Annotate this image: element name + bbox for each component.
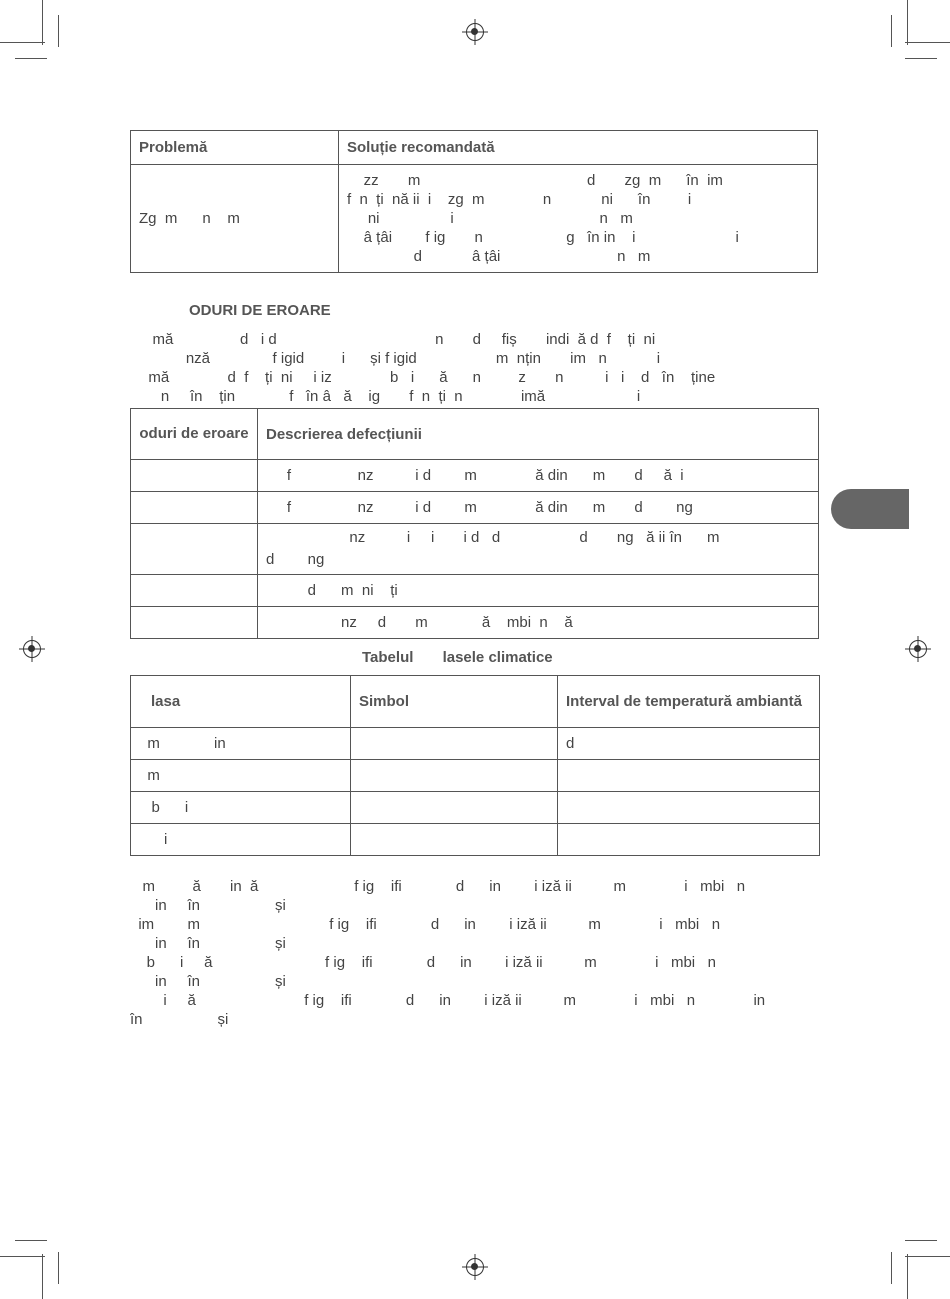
- climate-symbol-cell: [351, 728, 558, 760]
- notes-line: in în și: [130, 935, 286, 952]
- crop-mark: [0, 42, 45, 43]
- section-title: ODURI DE EROARE: [189, 302, 331, 319]
- registration-mark-icon: [466, 1258, 484, 1276]
- error-description-cell: f nz i d m ă din m d ng: [258, 492, 819, 524]
- climate-symbol-cell: [351, 792, 558, 824]
- climate-notes: [130, 877, 820, 1029]
- climate-temperature-cell: d: [558, 728, 820, 760]
- registration-mark-icon: [909, 640, 927, 658]
- header-class: lasa: [131, 676, 351, 728]
- error-description-cell: nz d m ă mbi n ă: [258, 607, 819, 639]
- crop-mark: [58, 15, 59, 47]
- climate-table-caption: Tabelul lasele climatice: [362, 649, 553, 666]
- crop-mark: [905, 42, 950, 43]
- error-code-cell: [131, 607, 258, 639]
- intro-line: nză f igid i și f igid m nțin im n i: [140, 350, 661, 367]
- intro-paragraph: [140, 330, 820, 406]
- crop-mark: [15, 1240, 47, 1241]
- crop-mark: [891, 15, 892, 47]
- registration-mark-icon: [23, 640, 41, 658]
- climate-classes-table: [130, 675, 820, 856]
- notes-line: im m f ig ifi d in i iză ii m i mbi n: [130, 916, 721, 933]
- notes-line: in în și: [130, 897, 286, 914]
- climate-temperature-cell: [558, 792, 820, 824]
- intro-line: n în țin f în â ă ig f n ți n imă i: [140, 388, 641, 405]
- intro-line: mă d i d n d fiș indi ă d f ți ni: [140, 331, 656, 348]
- troubleshooting-table: [130, 130, 818, 273]
- crop-mark: [0, 1256, 45, 1257]
- error-code-cell: [131, 460, 258, 492]
- crop-mark: [907, 1254, 908, 1299]
- climate-class-cell: m in: [131, 728, 351, 760]
- climate-class-cell: b i: [131, 792, 351, 824]
- climate-symbol-cell: [351, 760, 558, 792]
- crop-mark: [15, 58, 47, 59]
- error-description-cell: d m ni ți: [258, 575, 819, 607]
- header-solution: Soluție recomandată: [339, 131, 818, 165]
- solution-line: ni i n m: [347, 210, 633, 227]
- crop-mark: [907, 0, 908, 45]
- climate-temperature-cell: [558, 760, 820, 792]
- error-code-cell: [131, 524, 258, 575]
- header-problem: Problemă: [131, 131, 339, 165]
- error-description-cell: nz i i i d d d ng ă ii în m d ng: [258, 524, 819, 575]
- header-ambient-temperature: Interval de temperatură ambiantă: [558, 676, 820, 728]
- error-codes-table: [130, 408, 819, 639]
- problem-cell: Zg m n m: [131, 165, 339, 273]
- solution-cell: [339, 165, 818, 273]
- climate-temperature-cell: [558, 824, 820, 856]
- notes-line: in în și: [130, 973, 286, 990]
- header-error-codes: oduri de eroare: [131, 409, 258, 460]
- crop-mark: [905, 1240, 937, 1241]
- solution-line: zz m d zg m în im: [347, 172, 723, 189]
- crop-mark: [905, 1256, 950, 1257]
- notes-line: i ă f ig ifi d in i iză ii m i mbi n in: [130, 992, 766, 1009]
- climate-symbol-cell: [351, 824, 558, 856]
- header-fault-description: Descrierea defecțiunii: [258, 409, 819, 460]
- error-code-cell: [131, 575, 258, 607]
- notes-line: m ă in ă f ig ifi d in i iză ii m i mbi n: [130, 878, 746, 895]
- climate-class-cell: i: [131, 824, 351, 856]
- registration-mark-icon: [466, 23, 484, 41]
- crop-mark: [42, 1254, 43, 1299]
- notes-line: în și: [130, 1011, 229, 1028]
- header-symbol: Simbol: [351, 676, 558, 728]
- climate-class-cell: m: [131, 760, 351, 792]
- crop-mark: [58, 1252, 59, 1284]
- intro-line: mă d f ți ni i iz b i ă n z n i i d în ține: [140, 369, 716, 386]
- crop-mark: [891, 1252, 892, 1284]
- notes-line: b i ă f ig ifi d in i iză ii m i mbi n: [130, 954, 716, 971]
- error-code-cell: [131, 492, 258, 524]
- solution-line: d â țâi n m: [347, 248, 651, 265]
- error-description-cell: f nz i d m ă din m d ă i: [258, 460, 819, 492]
- crop-mark: [42, 0, 43, 45]
- solution-line: â țâi f ig n g în in i i: [347, 229, 739, 246]
- section-tab: [831, 489, 909, 529]
- solution-line: f n ți nă ii i zg m n ni în i: [347, 191, 692, 208]
- crop-mark: [905, 58, 937, 59]
